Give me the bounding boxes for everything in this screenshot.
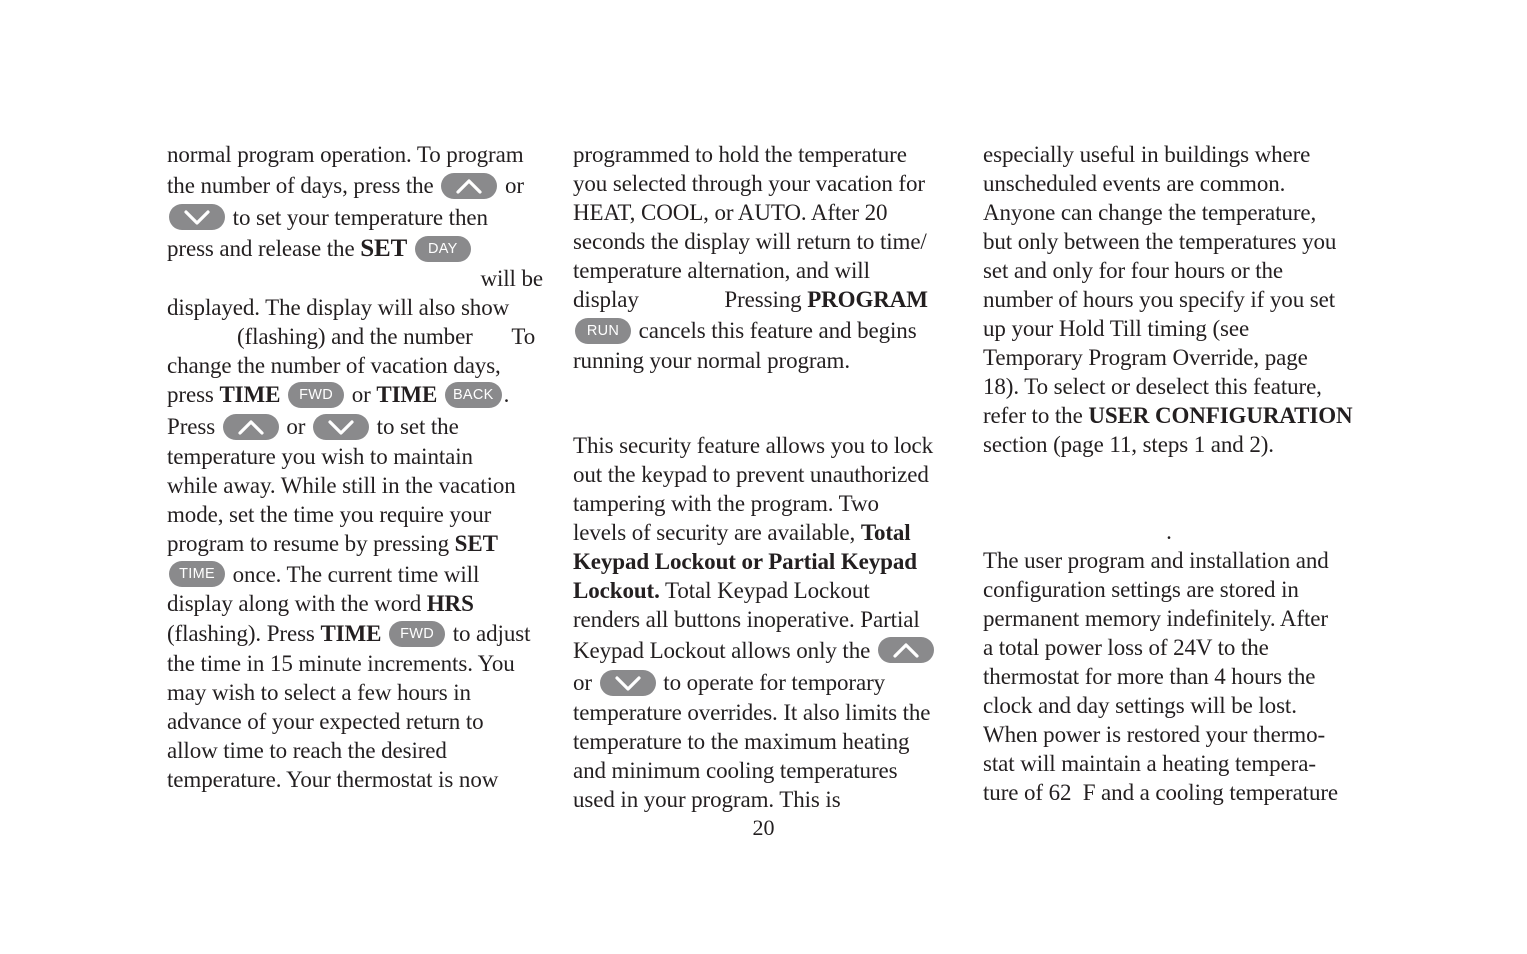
text-line: press TIME FWD or TIME BACK . [167,382,510,408]
text-line: temperature alternation, and will [573,258,870,283]
page-number: 20 [752,815,775,840]
text-line: unscheduled events are common. [983,171,1286,196]
column-middle [573,140,955,814]
column-left [167,140,543,794]
text-line: may wish to select a few hours in [167,680,471,706]
up-arrow-icon [878,637,934,663]
text-line: and minimum cooling temperatures [573,758,898,784]
text-line: display along with the word HRS [167,591,474,617]
text-line: but only between the temperatures you [983,229,1337,254]
section-gap [573,375,955,431]
text-line: The user program and installation and [983,548,1329,573]
text-line: 18). To select or deselect this feature, [983,374,1322,399]
text-line: especially useful in buildings where [983,142,1311,167]
text-line: used in your program. This is [573,787,841,813]
time-button-icon: TIME [169,561,225,587]
text-line: out the keypad to prevent unauthorized [573,461,929,487]
text-line: configuration settings are stored in [983,577,1299,602]
text-line: program to resume by pressing SET [167,530,498,556]
text-line: renders all buttons inoperative. Partial [573,606,920,632]
text-line: temperature to the maximum heating [573,729,910,755]
text-line: set and only for four hours or the [983,258,1284,283]
text-line: or to operate for temporary [573,670,886,696]
text-line: Keypad Lockout or Partial Keypad [573,548,917,574]
text-line: up your Hold Till timing (see [983,316,1250,341]
text-line: Temporary Program Override, page [983,345,1308,370]
text-line: allow time to reach the desired [167,738,447,764]
text-line: programmed to hold the temperature [573,142,907,167]
text-line: temperature overrides. It also limits the [573,700,931,726]
fwd-button-icon: FWD [389,621,445,647]
run-button-icon: RUN [575,318,631,344]
down-arrow-icon [600,670,656,696]
text-line: ture of 62 F and a cooling temperature [983,780,1339,805]
stray-dot: . [1166,519,1172,544]
text-line: tampering with the program. Two [573,490,879,516]
text-line: seconds the display will return to time/ [573,229,927,254]
text-line: a total power loss of 24V to the [983,635,1269,660]
text-line: temperature. Your thermostat is now [167,767,499,793]
text-line: levels of security are available, Total [573,519,911,545]
text-line: mode, set the time you require your [167,501,492,527]
text-line: When power is restored your thermo- [983,722,1326,747]
text-line: RUN cancels this feature and begins [573,316,955,346]
text-line: refer to the USER CONFIGURATION [983,403,1353,428]
text-line: section (page 11, steps 1 and 2). [983,432,1274,457]
text-line: the number of days, press the or [167,173,524,198]
down-arrow-icon [169,204,225,230]
text-line: displayed. The display will also show [167,295,510,321]
text-line: press and release the SET DAY [167,234,543,264]
text-line: (flashing). Press TIME FWD to adjust [167,621,531,647]
text-line: (flashing) and the number To [237,324,536,350]
text-line: Keypad Lockout allows only the [573,636,955,666]
text-line: change the number of vacation days, [167,353,501,379]
text-line: display Pressing PROGRAM [573,287,928,312]
text-line: while away. While still in the vacation [167,472,516,498]
text-line: HEAT, COOL, or AUTO. After 20 [573,200,888,225]
column-right [983,140,1355,807]
text-line: running your normal program. [573,347,850,373]
text-line: will be [480,266,543,292]
down-arrow-icon [313,414,369,440]
text-line: clock and day settings will be lost. [983,693,1297,718]
section-gap [983,459,1355,517]
text-line: number of hours you specify if you set [983,287,1335,312]
text-line: the time in 15 minute increments. You [167,651,515,677]
fwd-button-icon: FWD [288,382,344,408]
text-line: to set your temperature then [167,203,543,233]
text-line: thermostat for more than 4 hours the [983,664,1316,689]
text-line: Anyone can change the temperature, [983,200,1317,225]
text-line: normal program operation. To program [167,142,524,167]
text-line: stat will maintain a heating tempera- [983,751,1316,776]
text-line: advance of your expected return to [167,709,484,735]
text-line: permanent memory indefinitely. After [983,606,1328,631]
text-line: Press or to set the [167,413,459,439]
back-button-icon: BACK [445,382,502,408]
up-arrow-icon [441,173,497,199]
text-line: This security feature allows you to lock [573,432,934,458]
text-line: you selected through your vacation for [573,171,925,196]
up-arrow-icon [223,414,279,440]
day-button-icon: DAY [415,236,471,262]
text-line: Lockout. Total Keypad Lockout [573,577,870,603]
text-line: TIME once. The current time will [167,560,543,590]
text-line: temperature you wish to maintain [167,443,473,469]
